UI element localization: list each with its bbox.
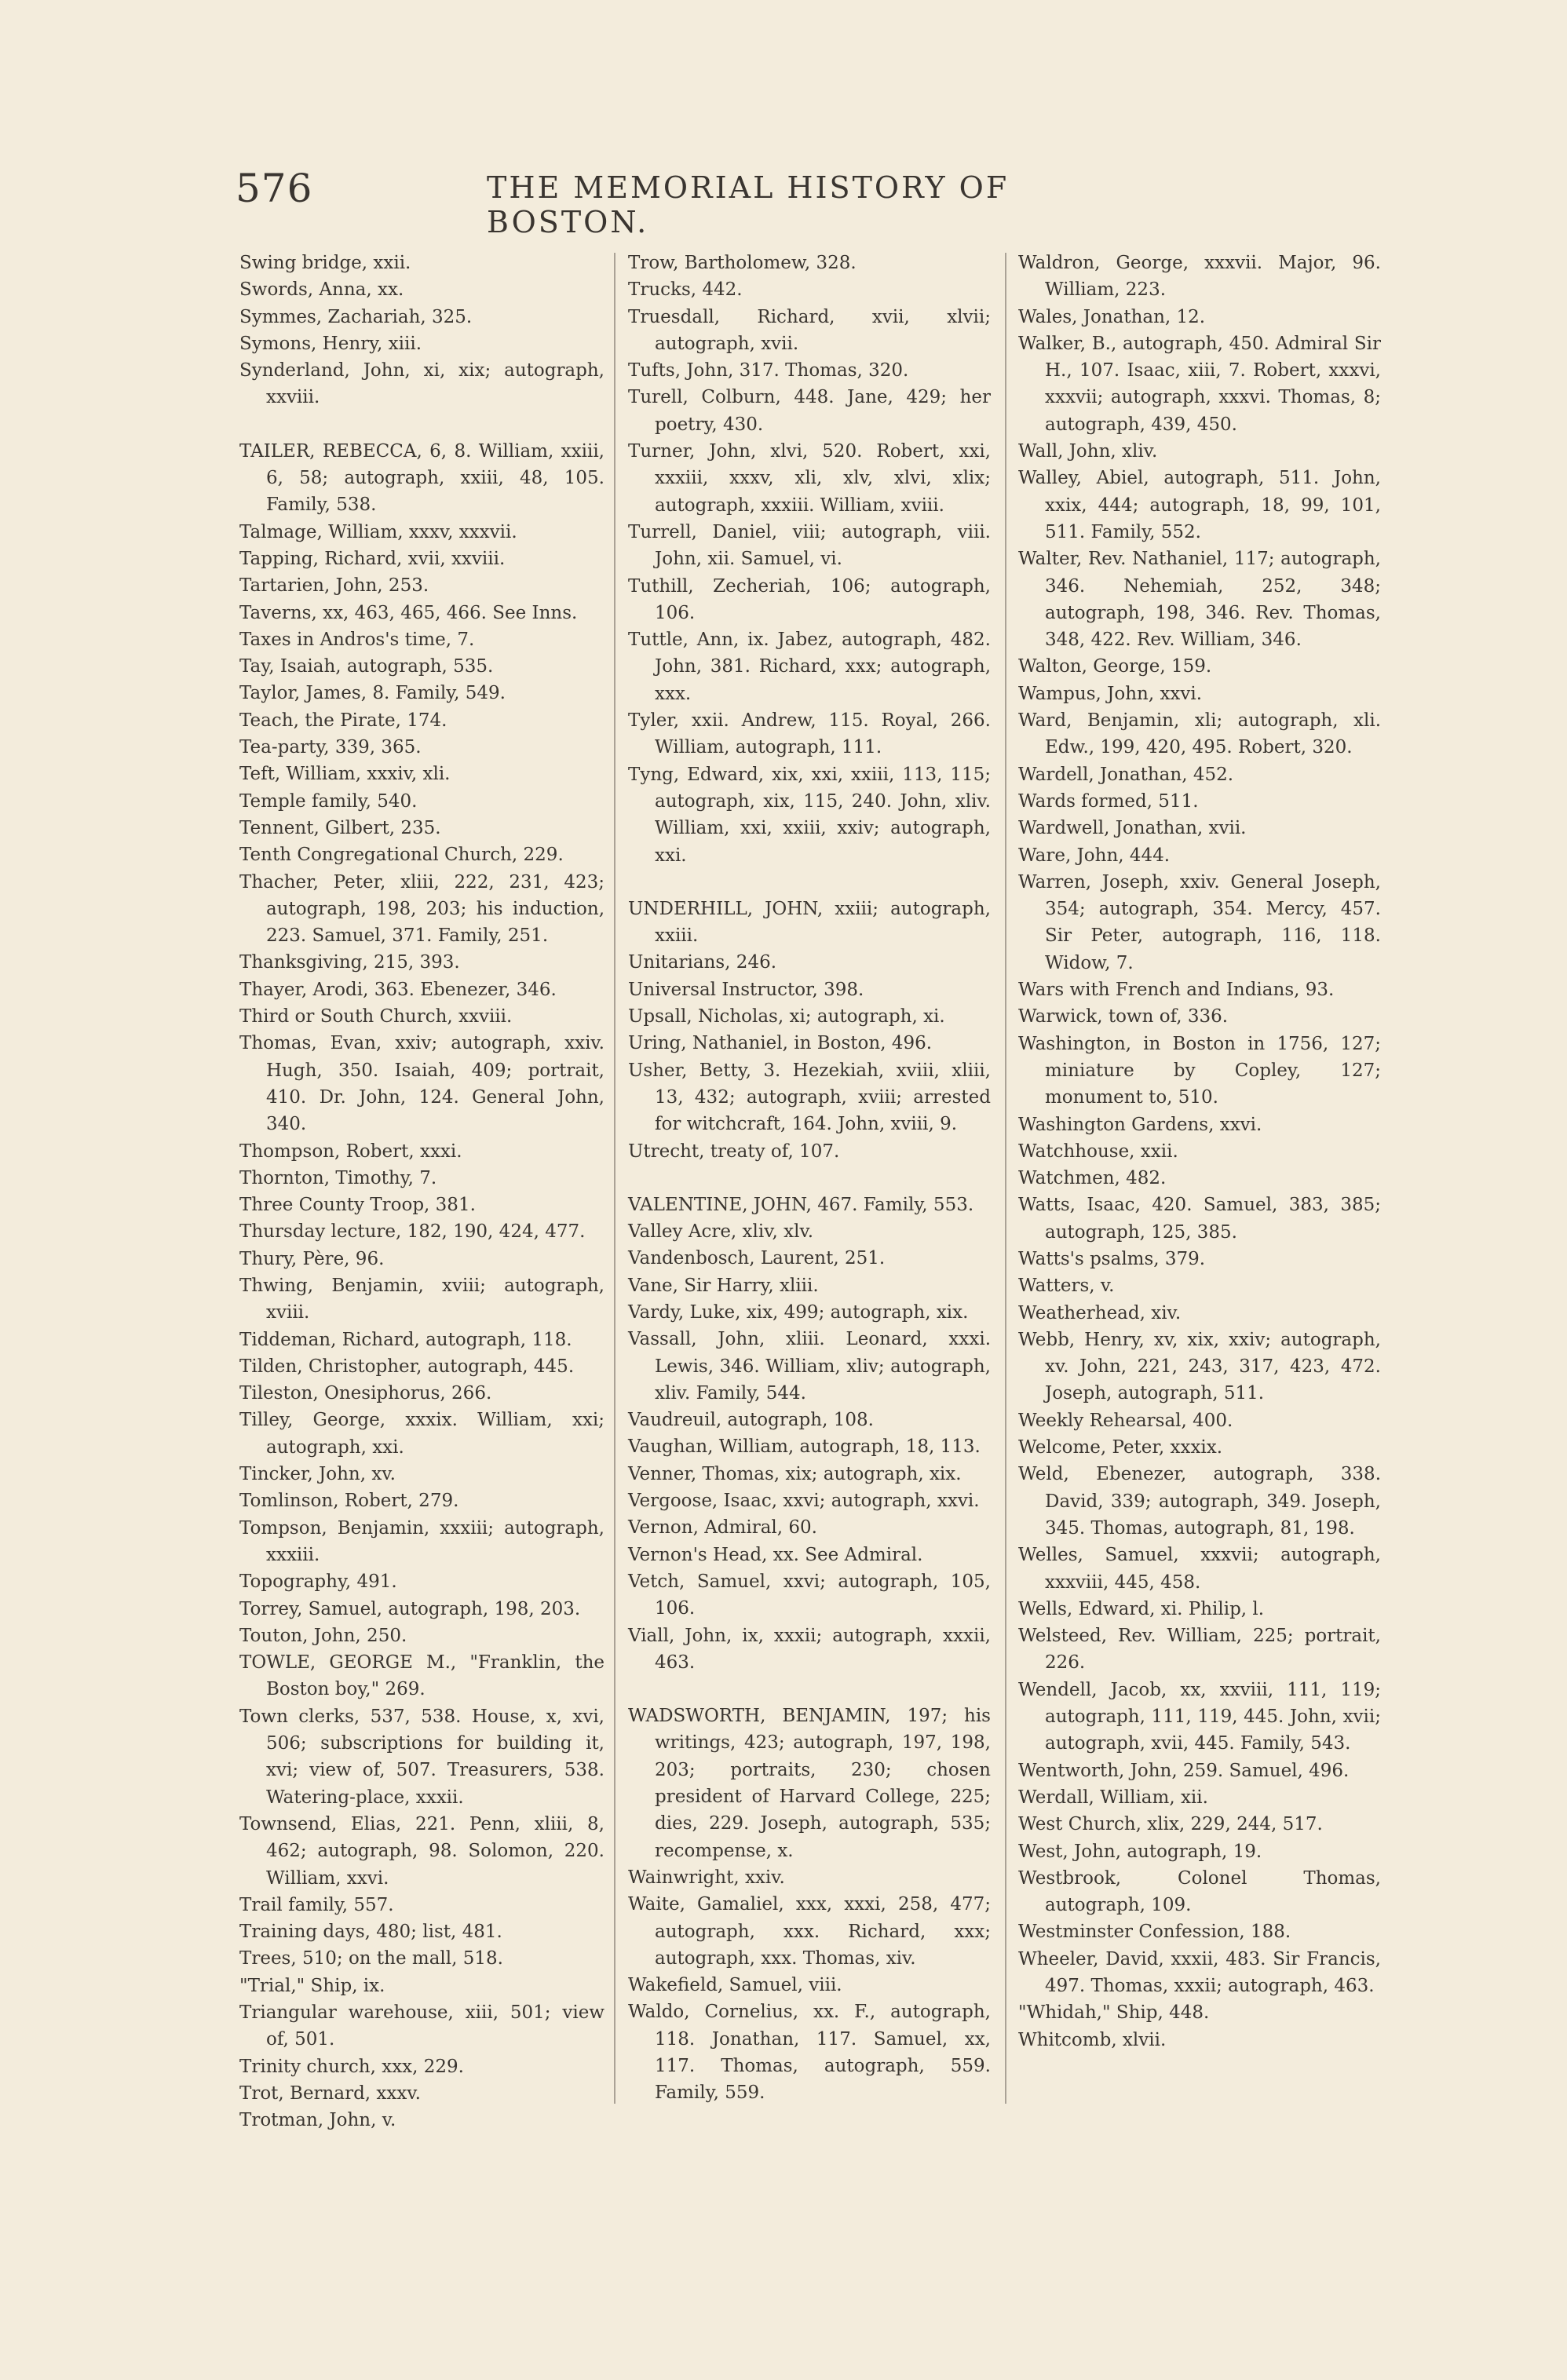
- index-entry: Trow, Bartholomew, 328.: [628, 253, 857, 273]
- index-entry: Tilden, Christopher, autograph, 445.: [239, 1356, 575, 1377]
- index-entry: Watters, v.: [1018, 1276, 1115, 1297]
- index-entry: West Church, xlix, 229, 244, 517.: [1018, 1814, 1323, 1835]
- index-entry: Tomlinson, Robert, 279.: [239, 1491, 459, 1512]
- index-entry: Washington, in Boston in 1756, 127; miniature by Copley, 127; monument to, 510.: [1018, 1033, 1381, 1108]
- index-entry: Westbrook, Colonel Thomas, autograph, 109.: [1018, 1867, 1381, 1916]
- index-entry: "Whidah," Ship, 448.: [1018, 2002, 1210, 2024]
- index-entry: Wars with French and Indians, 93.: [1018, 980, 1335, 1001]
- index-entry: Talmage, William, xxxv, xxxvii.: [239, 521, 517, 542]
- index-entry: Tennent, Gilbert, 235.: [239, 817, 441, 838]
- index-entry: Tompson, Benjamin, xxxiii; autograph, xxxiii.: [239, 1517, 605, 1565]
- index-entry: Vaughan, William, autograph, 18, 113.: [628, 1436, 981, 1458]
- index-entry: Tay, Isaiah, autograph, 535.: [239, 656, 494, 677]
- index-entry: Tilley, George, xxxix. William, xxi; autograph, xxi.: [239, 1410, 605, 1458]
- index-entry: Weatherhead, xiv.: [1018, 1302, 1182, 1323]
- index-entry: Washington Gardens, xxvi.: [1018, 1114, 1262, 1135]
- index-entry: Warwick, town of, 336.: [1018, 1006, 1229, 1028]
- index-entry: Vassall, John, xliii. Leonard, xxxi. Lewis, 346. William, xliv; autograph, xliv. Family, 544.: [628, 1329, 991, 1404]
- index-entry: Trail family, 557.: [239, 1894, 394, 1915]
- index-entry: Third or South Church, xxviii.: [239, 1006, 513, 1028]
- index-entry: Whitcomb, xlvii.: [1018, 2029, 1167, 2050]
- index-entry: Trotman, John, v.: [239, 2110, 396, 2131]
- index-entry: Vaudreuil, autograph, 108.: [628, 1410, 874, 1431]
- index-entry: Synderland, John, xi, xix; autograph, xxviii.: [239, 360, 605, 408]
- index-entry: Town clerks, 537, 538. House, x, xvi, 506; subscriptions for building it, xvi; view of, 507. Treasurers, 538. Watering-place, xxxii.: [239, 1706, 605, 1808]
- index-entry: Uring, Nathaniel, in Boston, 496.: [628, 1033, 933, 1054]
- index-entry: Touton, John, 250.: [239, 1625, 407, 1646]
- index-entry: Tincker, John, xv.: [239, 1464, 396, 1485]
- index-entry: Wales, Jonathan, 12.: [1018, 306, 1206, 327]
- index-entry: Upsall, Nicholas, xi; autograph, xi.: [628, 1006, 945, 1028]
- index-entry: Taverns, xx, 463, 465, 466. See Inns.: [239, 602, 578, 623]
- index-entry: UNDERHILL, JOHN, xxiii; autograph, xxiii.: [628, 898, 991, 947]
- index-entry: Taxes in Andros's time, 7.: [239, 629, 475, 650]
- column-divider: [1005, 253, 1006, 2104]
- index-entry: VALENTINE, JOHN, 467. Family, 553.: [628, 1194, 974, 1215]
- index-entry: Watchmen, 482.: [1018, 1168, 1167, 1189]
- index-entry: Thury, Père, 96.: [239, 1248, 385, 1269]
- index-entry: Wall, John, xliv.: [1018, 441, 1158, 462]
- index-entry: Thornton, Timothy, 7.: [239, 1167, 437, 1188]
- index-entry: Townsend, Elias, 221. Penn, xliii, 8, 462; autograph, 98. Solomon, 220. William, xxvi.: [239, 1813, 605, 1889]
- index-entry: Swords, Anna, xx.: [239, 279, 404, 301]
- index-entry: Turrell, Daniel, viii; autograph, viii. John, xii. Samuel, vi.: [628, 521, 991, 570]
- index-entry: Truesdall, Richard, xvii, xlvii; autograph, xvii.: [628, 306, 991, 354]
- index-entry: Wentworth, John, 259. Samuel, 496.: [1018, 1760, 1350, 1781]
- index-entry: Ward, Benjamin, xli; autograph, xli. Edw., 199, 420, 495. Robert, 320.: [1018, 710, 1381, 758]
- index-entry: Werdall, William, xii.: [1018, 1787, 1208, 1808]
- index-entry: Tapping, Richard, xvii, xxviii.: [239, 548, 506, 569]
- index-entry: Waldo, Cornelius, xx. F., autograph, 118. Jonathan, 117. Samuel, xx, 117. Thomas, autograph, 559. Family, 559.: [628, 2002, 991, 2104]
- index-entry: Trucks, 442.: [628, 279, 743, 301]
- index-entry: TOWLE, GEORGE M., "Franklin, the Boston boy," 269.: [239, 1652, 605, 1700]
- index-entry: Temple family, 540.: [239, 790, 418, 812]
- page-header: [236, 161, 1146, 239]
- index-entry: Welsteed, Rev. William, 225; portrait, 226.: [1018, 1626, 1381, 1674]
- index-entry: Warren, Joseph, xxiv. General Joseph, 354; autograph, 354. Mercy, 457. Sir Peter, autograph, 116, 118. Widow, 7.: [1018, 871, 1381, 973]
- column-divider: [614, 253, 615, 2104]
- index-entry: Tyng, Edward, xix, xxi, xxiii, 113, 115; autograph, xix, 115, 240. John, xliv. William, xxi, xxiii, xxiv; autograph, xxi.: [628, 764, 991, 866]
- index-entry: Symons, Henry, xiii.: [239, 333, 422, 354]
- page-title: THE MEMORIAL HISTORY OF BOSTON.: [487, 170, 1010, 239]
- index-entry: Turner, John, xlvi, 520. Robert, xxi, xxxiii, xxxv, xli, xlv, xlvi, xlix; autograph, xxxiii. William, xviii.: [628, 441, 991, 516]
- index-entry: Wakefield, Samuel, viii.: [628, 1975, 842, 1996]
- index-entry: Thanksgiving, 215, 393.: [239, 952, 460, 973]
- index-entry: Vernon, Admiral, 60.: [628, 1517, 817, 1539]
- index-entry: Vergoose, Isaac, xxvi; autograph, xxvi.: [628, 1491, 980, 1512]
- index-entry: Thayer, Arodi, 363. Ebenezer, 346.: [239, 979, 557, 1000]
- index-entry: Swing bridge, xxii.: [239, 253, 411, 273]
- index-entry: Tartarien, John, 253.: [239, 575, 429, 597]
- index-entry: Usher, Betty, 3. Hezekiah, xviii, xliii, 13, 432; autograph, xviii; arrested for witchcraft, 164. John, xviii, 9.: [628, 1060, 991, 1135]
- index-entry: Teft, William, xxxiv, xli.: [239, 764, 451, 785]
- page-number: 576: [236, 166, 313, 211]
- index-entry: Tuthill, Zecheriah, 106; autograph, 106.: [628, 575, 991, 623]
- index-entry: Welles, Samuel, xxxvii; autograph, xxxviii, 445, 458.: [1018, 1545, 1381, 1593]
- index-entry: Taylor, James, 8. Family, 549.: [239, 683, 506, 704]
- index-entry: Wampus, John, xxvi.: [1018, 683, 1203, 704]
- index-entry: Universal Instructor, 398.: [628, 979, 864, 1000]
- index-entry: Training days, 480; list, 481.: [239, 1922, 502, 1943]
- index-entry: Tuttle, Ann, ix. Jabez, autograph, 482. John, 381. Richard, xxx; autograph, xxx.: [628, 630, 991, 704]
- index-entry: Westminster Confession, 188.: [1018, 1922, 1291, 1943]
- index-entry: Weld, Ebenezer, autograph, 338. David, 339; autograph, 349. Joseph, 345. Thomas, autograph, 81, 198.: [1018, 1464, 1381, 1539]
- index-entry: Tyler, xxii. Andrew, 115. Royal, 266. William, autograph, 111.: [628, 710, 991, 758]
- index-entry: Tiddeman, Richard, autograph, 118.: [239, 1329, 572, 1350]
- index-entry: Viall, John, ix, xxxii; autograph, xxxii, 463.: [628, 1625, 991, 1673]
- index-entry: Thacher, Peter, xliii, 222, 231, 423; autograph, 198, 203; his induction, 223. Samuel, 371. Family, 251.: [239, 871, 605, 947]
- index-entry: Teach, the Pirate, 174.: [239, 710, 447, 731]
- index-entry: Symmes, Zachariah, 325.: [239, 306, 473, 327]
- index-entry: Turell, Colburn, 448. Jane, 429; her poetry, 430.: [628, 387, 991, 435]
- index-entry: Wainwright, xxiv.: [628, 1867, 785, 1888]
- index-entry: Tenth Congregational Church, 229.: [239, 845, 564, 866]
- index-entry: Weekly Rehearsal, 400.: [1018, 1410, 1233, 1431]
- index-entry: Trot, Bernard, xxxv.: [239, 2082, 421, 2104]
- index-entry: Thursday lecture, 182, 190, 424, 477.: [239, 1221, 586, 1243]
- index-entry: Tufts, John, 317. Thomas, 320.: [628, 360, 909, 381]
- index-entry: Welcome, Peter, xxxix.: [1018, 1437, 1223, 1458]
- index-entry: Waite, Gamaliel, xxx, xxxi, 258, 477; autograph, xxx. Richard, xxx; autograph, xxx. Thomas, xiv.: [628, 1894, 991, 1969]
- index-entry: Vetch, Samuel, xxvi; autograph, 105, 106.: [628, 1571, 991, 1619]
- index-entry: Venner, Thomas, xix; autograph, xix.: [628, 1463, 962, 1484]
- index-entry: Tea-party, 339, 365.: [239, 737, 422, 758]
- index-entry: TAILER, REBECCA, 6, 8. William, xxiii, 6, 58; autograph, xxiii, 48, 105. Family, 538.: [239, 440, 605, 516]
- index-entry: "Trial," Ship, ix.: [239, 1975, 385, 1996]
- index-entry: Torrey, Samuel, autograph, 198, 203.: [239, 1598, 581, 1619]
- index-entry: Valley Acre, xliv, xlv.: [628, 1221, 814, 1243]
- index-entry: Vandenbosch, Laurent, 251.: [628, 1248, 886, 1269]
- index-entry: Wendell, Jacob, xx, xxviii, 111, 119; autograph, 111, 119, 445. John, xvii; autograph, xvii, 445. Family, 543.: [1018, 1679, 1381, 1754]
- index-entry: WADSWORTH, BENJAMIN, 197; his writings, 423; autograph, 197, 198, 203; portraits, 230; chosen president of Harvard College, 225; dies, 229. Joseph, autograph, 535; recompense, x.: [628, 1706, 991, 1861]
- index-entry: Ware, John, 444.: [1018, 845, 1171, 866]
- index-entry: Watts, Isaac, 420. Samuel, 383, 385; autograph, 125, 385.: [1018, 1195, 1381, 1243]
- index-entry: Vernon's Head, xx. See Admiral.: [628, 1544, 923, 1565]
- index-column-1: [239, 250, 605, 2134]
- index-entry: Walker, B., autograph, 450. Admiral Sir H., 107. Isaac, xiii, 7. Robert, xxxvi, xxxvii; autograph, xxxvi. Thomas, 8; autograph, 439, 450.: [1018, 333, 1381, 435]
- index-entry: Watchhouse, xxii.: [1018, 1141, 1178, 1162]
- index-entry: Watts's psalms, 379.: [1018, 1248, 1206, 1269]
- index-entry: Vane, Sir Harry, xliii.: [628, 1275, 819, 1296]
- index-entry: Trinity church, xxx, 229.: [239, 2056, 464, 2077]
- index-entry: Wells, Edward, xi. Philip, l.: [1018, 1598, 1265, 1619]
- index-entry: Wardell, Jonathan, 452.: [1018, 764, 1234, 785]
- index-entry: Wards formed, 511.: [1018, 790, 1199, 812]
- index-entry: Thwing, Benjamin, xviii; autograph, xviii.: [239, 1275, 605, 1323]
- index-entry: Triangular warehouse, xiii, 501; view of, 501.: [239, 2002, 605, 2050]
- index-entry: Three County Troop, 381.: [239, 1195, 476, 1216]
- index-entry: Walton, George, 159.: [1018, 656, 1212, 677]
- index-entry: Trees, 510; on the mall, 518.: [239, 1948, 503, 1969]
- index-entry: Waldron, George, xxxvii. Major, 96. William, 223.: [1018, 253, 1381, 301]
- index-entry: Wardwell, Jonathan, xvii.: [1018, 818, 1247, 839]
- index-entry: Utrecht, treaty of, 107.: [628, 1141, 840, 1162]
- index-entry: Walley, Abiel, autograph, 511. John, xxix, 444; autograph, 18, 99, 101, 511. Family, 552.: [1018, 468, 1381, 542]
- index-entry: Walter, Rev. Nathaniel, 117; autograph, 346. Nehemiah, 252, 348; autograph, 198, 346. Rev. Thomas, 348, 422. Rev. William, 346.: [1018, 549, 1381, 651]
- index-entry: Webb, Henry, xv, xix, xxiv; autograph, xv. John, 221, 243, 317, 423, 472. Joseph, autograph, 511.: [1018, 1329, 1381, 1404]
- index-entry: Thompson, Robert, xxxi.: [239, 1141, 462, 1162]
- index-entry: Wheeler, David, xxxii, 483. Sir Francis, 497. Thomas, xxxii; autograph, 463.: [1018, 1948, 1381, 1996]
- index-entry: Topography, 491.: [239, 1571, 397, 1593]
- index-column-2: [628, 250, 991, 2107]
- index-entry: Thomas, Evan, xxiv; autograph, xxiv. Hugh, 350. Isaiah, 409; portrait, 410. Dr. John, 124. General John, 340.: [239, 1033, 605, 1135]
- index-entry: West, John, autograph, 19.: [1018, 1841, 1262, 1862]
- index-entry: Tileston, Onesiphorus, 266.: [239, 1383, 492, 1404]
- index-entry: Vardy, Luke, xix, 499; autograph, xix.: [628, 1301, 969, 1323]
- index-entry: Unitarians, 246.: [628, 952, 777, 973]
- index-column-3: [1018, 250, 1381, 2053]
